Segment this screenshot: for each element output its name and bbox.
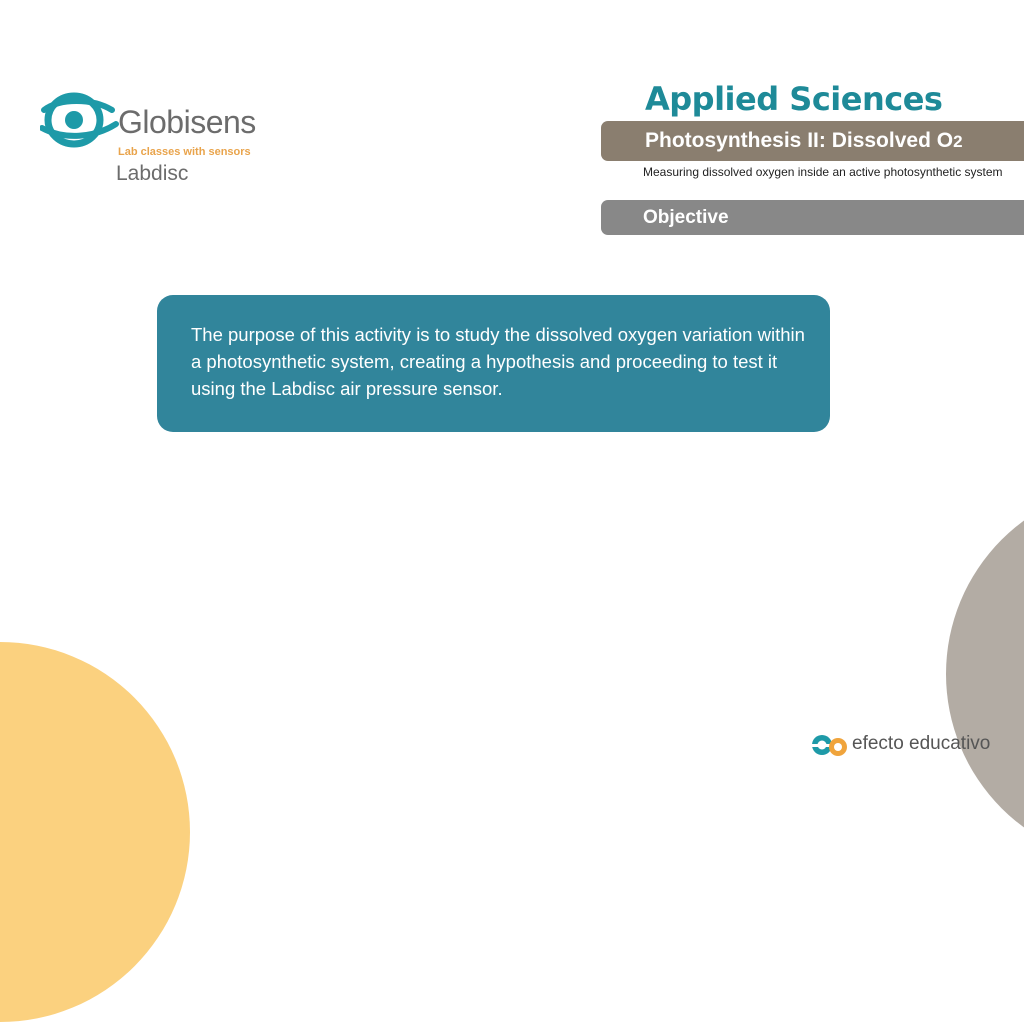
- decorative-orange-circle: [0, 642, 190, 1022]
- globisens-logo: [40, 84, 280, 194]
- section-title: Objective: [643, 207, 729, 228]
- topic-bar: [601, 121, 1024, 161]
- globe-swirl-icon: [40, 84, 120, 164]
- ea-logo-icon: [810, 730, 850, 760]
- objective-box: [157, 295, 830, 432]
- brand-name: efecto educativo: [852, 733, 991, 754]
- topic-subscript: 2: [953, 132, 963, 151]
- course-title: Applied Sciences: [645, 80, 943, 118]
- topic-title: [645, 129, 963, 153]
- logo-product: Labdisc: [116, 162, 189, 185]
- logo-name: Globisens: [118, 104, 256, 140]
- section-bar: [601, 200, 1024, 235]
- objective-text: The purpose of this activity is to study the dissolved oxygen variation within a photosynthetic system, creating a hypothesis and proceeding to test it using the Labdisc air pressure sensor.: [191, 324, 805, 399]
- logo-tagline: Lab classes with sensors: [118, 146, 251, 158]
- efecto-educativo-logo: [810, 730, 1010, 760]
- decorative-gray-circle: [946, 484, 1024, 864]
- page-subtitle: Measuring dissolved oxygen inside an active photosynthetic system: [643, 165, 1003, 179]
- topic-title-text: Photosynthesis II: Dissolved O: [645, 129, 954, 152]
